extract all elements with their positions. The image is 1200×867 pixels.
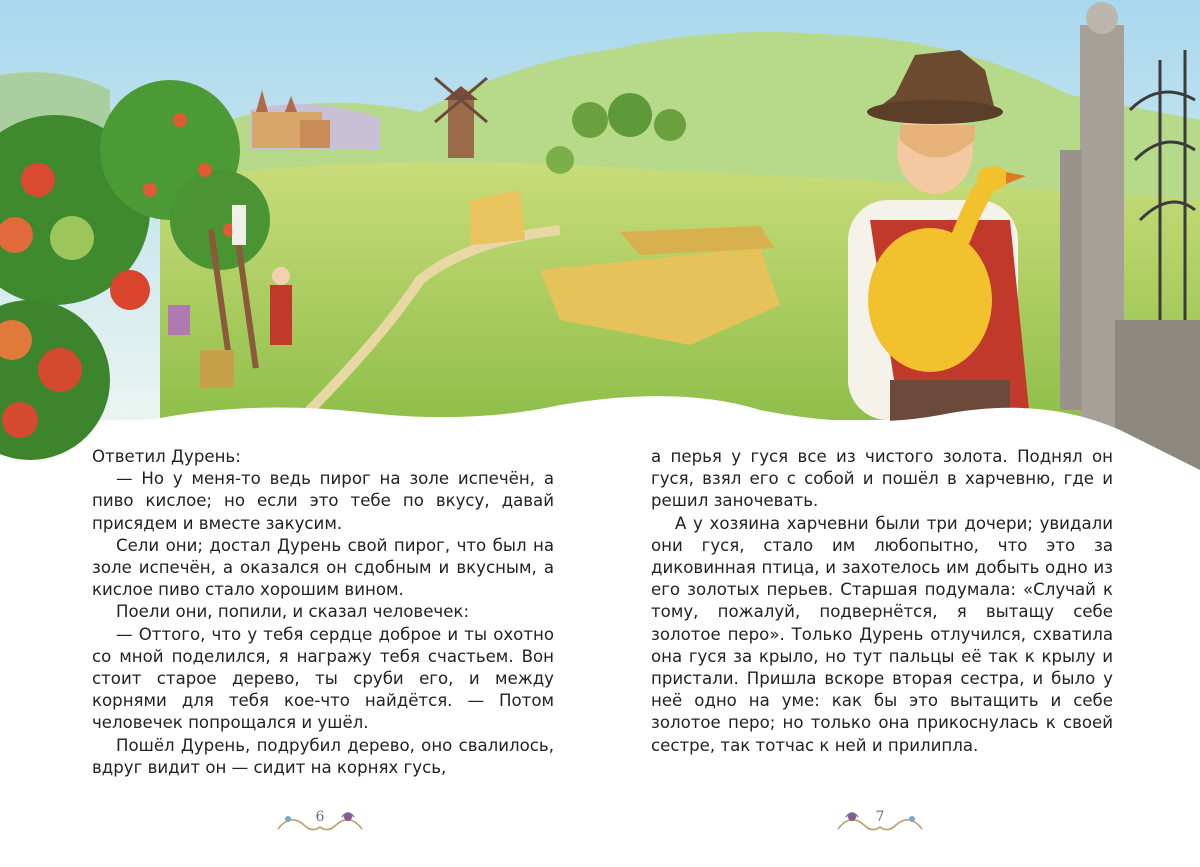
right-text-column xyxy=(651,446,1113,757)
paragraph: а перья у гуся все из чистого золота. Поднял он гуся, взял его с собой и пошёл в харчевню, где и решил заночевать. xyxy=(651,447,1113,511)
page-number-text: 6 xyxy=(315,809,325,825)
page-number-right xyxy=(830,805,930,841)
paragraph: Ответил Дурень: xyxy=(92,447,241,466)
paragraph: — Но у меня-то ведь пирог на золе испечён, а пиво кислое; но если это тебе по вкусу, давай присядем и вместе закусим. xyxy=(92,469,554,533)
page-number-left xyxy=(270,805,370,841)
paragraph: Поели они, попили, и сказал человечек: xyxy=(116,602,470,622)
paragraph: А у хозяина харчевни были три дочери; увидали они гуся, стало им любопытно, что это за диковинная птица, и захотелось им добыть одно из его золотых перьев. Старшая подумала: «Случай к тому, пожалуй, подвернётся, я вытащу себе золотое перо». Только Дурень отлучился, схватила она гуся за крыло, но тут пальцы её так к крылу и пристали. Пришла вскоре вторая сестра, и было у неё одно на уме: как бы это вытащить и себе золотое перо; но только она прикоснулась к своей сестре, так тотчас к ней и прилипла. xyxy=(651,513,1113,755)
left-text-column xyxy=(92,446,554,779)
paragraph: Пошёл Дурень, подрубил дерево, оно свалилось, вдруг видит он — сидит на корнях гусь, xyxy=(92,735,554,777)
paragraph: — Оттого, что у тебя сердце доброе и ты охотно со мной поделился, я награжу тебя счастьем. Вон стоит старое дерево, ты сруби его, и между корнями для тебя кое-что найдётся. — Потом человечек попрощался и ушёл. xyxy=(92,624,554,733)
page-number-text: 7 xyxy=(875,809,885,825)
paragraph: Сели они; достал Дурень свой пирог, что был на золе испечён, а оказался он сдобным и вкусным, а кислое пиво стало хорошим вином. xyxy=(92,535,554,600)
